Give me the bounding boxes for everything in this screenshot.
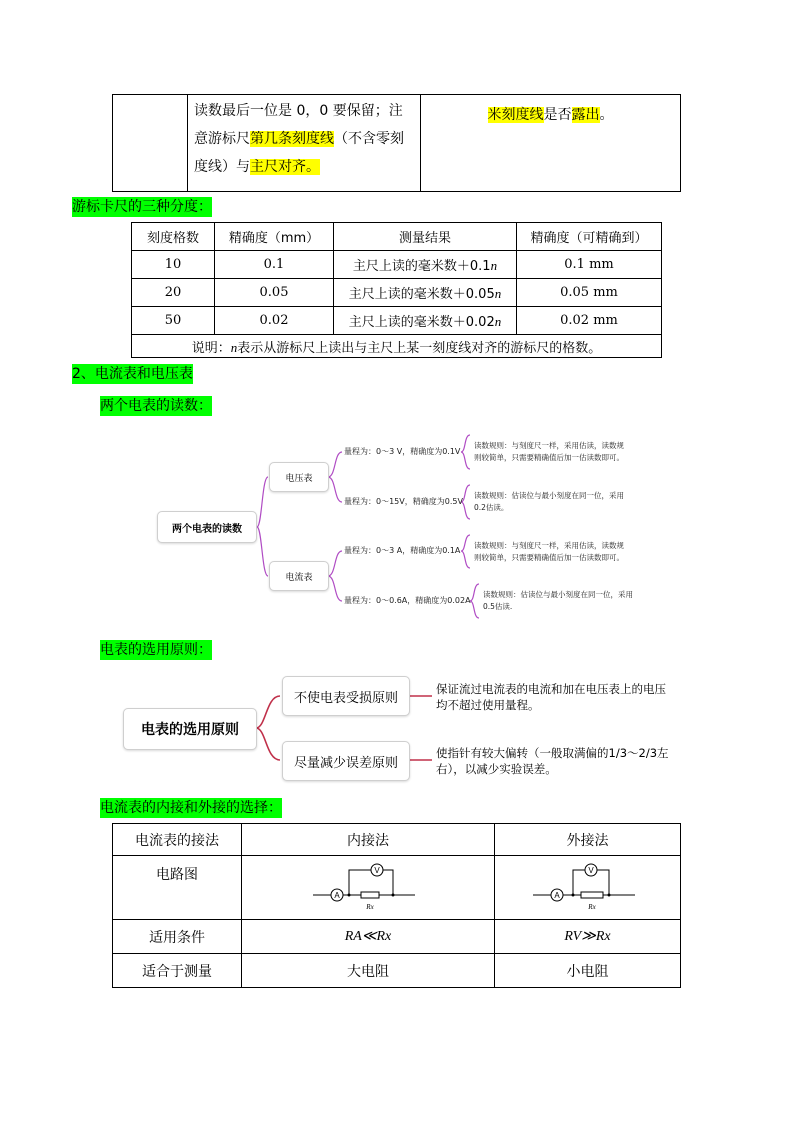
connection-table (112, 823, 681, 988)
reach-cell: 0.1 mm (517, 251, 662, 279)
col-outer: 外接法 (495, 824, 681, 856)
a-rule-2: 读数规则：估读位与最小刻度在同一位，采用0.5估读. (483, 590, 633, 611)
result-cell: 主尺上读的毫米数＋0.05n (334, 279, 517, 307)
cond-outer: RV≫Rx (495, 920, 681, 954)
grids-cell: 20 (132, 279, 215, 307)
a-range-2: 量程为：0～0.6A，精确度为0.02A (344, 596, 471, 605)
measure-inner: 大电阻 (242, 954, 495, 988)
reach-cell: 0.05 mm (517, 279, 662, 307)
row-circuit-label: 电路图 (113, 856, 242, 920)
grids-cell: 50 (132, 307, 215, 335)
cond-inner: RA≪Rx (242, 920, 495, 954)
v-range-2: 量程为：0～15V，精确度为0.5V (344, 497, 463, 506)
col-method: 电流表的接法 (113, 824, 242, 856)
header-grids: 刻度格数 (132, 223, 215, 251)
vernier-heading: 游标卡尺的三种分度： (72, 199, 212, 215)
principle-no-damage: 不使电表受损原则 (282, 676, 410, 716)
ammeter-symbol: A (334, 890, 340, 900)
v-range-1: 量程为：0～3 V，精确度为0.1V (344, 447, 461, 456)
v-rule-1: 读数规则：与刻度尺一样，采用估读，读数规则较简单，只需要精确值后加一估读数即可。 (474, 441, 624, 462)
principle-min-error: 尽量减少误差原则 (282, 741, 410, 781)
connection-heading: 电流表的内接和外接的选择： (100, 800, 282, 816)
rx-label: Rx (587, 902, 596, 911)
precision-cell: 0.1 (215, 251, 334, 279)
selection-heading: 电表的选用原则： (100, 642, 212, 658)
main-scale-cell: 米刻度线是否露出。 (421, 95, 681, 192)
reach-cell: 0.02 mm (517, 307, 662, 335)
ammeter-node: 电流表 (269, 561, 329, 591)
row-measure-label: 适合于测量 (113, 954, 242, 988)
header-precision: 精确度（mm） (215, 223, 334, 251)
measure-outer: 小电阻 (495, 954, 681, 988)
mindmap1-root: 两个电表的读数 (157, 511, 257, 543)
row-condition-label: 适用条件 (113, 920, 242, 954)
a-range-1: 量程为：0～3 A，精确度为0.1A (344, 546, 461, 555)
voltmeter-symbol: V (374, 865, 380, 875)
rx-label: Rx (366, 902, 374, 911)
precision-cell: 0.02 (215, 307, 334, 335)
rule-line-1: 读数最后一位是 0，0 要保留；注 (194, 103, 403, 119)
ammeter-symbol: A (553, 890, 560, 900)
table-note: 说明：n表示从游标尺上读出与主尺上某一刻度线对齐的游标尺的格数。 (132, 335, 662, 358)
result-cell: 主尺上读的毫米数＋0.02n (334, 307, 517, 335)
precision-cell: 0.05 (215, 279, 334, 307)
outer-circuit-diagram (533, 858, 643, 918)
voltmeter-node: 电压表 (269, 462, 329, 492)
v-rule-2: 读数规则：估读位与最小刻度在同一位，采用0.2估读。 (474, 491, 624, 512)
section2-title: 2、电流表和电压表 (72, 366, 193, 382)
meter-reading-heading: 两个电表的读数： (100, 398, 212, 414)
inner-circuit-diagram (313, 858, 423, 918)
grids-cell: 10 (132, 251, 215, 279)
outer-circuit-cell (495, 856, 681, 920)
voltmeter-symbol: V (587, 865, 594, 875)
a-rule-1: 读数规则：与刻度尺一样，采用估读，读数规则较简单，只需要精确值后加一估读数即可。 (474, 541, 624, 562)
selection-root: 电表的选用原则 (123, 708, 257, 750)
header-result: 测量结果 (334, 223, 517, 251)
header-reach: 精确度（可精确到） (517, 223, 662, 251)
principle-min-error-desc: 使指针有较大偏转（一般取满偏的1/3～2/3左右），以减少实验误差。 (436, 746, 669, 776)
principle-no-damage-desc: 保证流过电流表的电流和加在电压表上的电压均不超过使用量程。 (436, 682, 666, 712)
col-inner: 内接法 (242, 824, 495, 856)
inner-circuit-cell (242, 856, 495, 920)
rule-line-3: 度线）与主尺对齐。 (194, 159, 320, 175)
rule-line-2: 意游标尺第几条刻度线（不含零刻 (194, 131, 404, 147)
result-cell: 主尺上读的毫米数＋0.1n (334, 251, 517, 279)
